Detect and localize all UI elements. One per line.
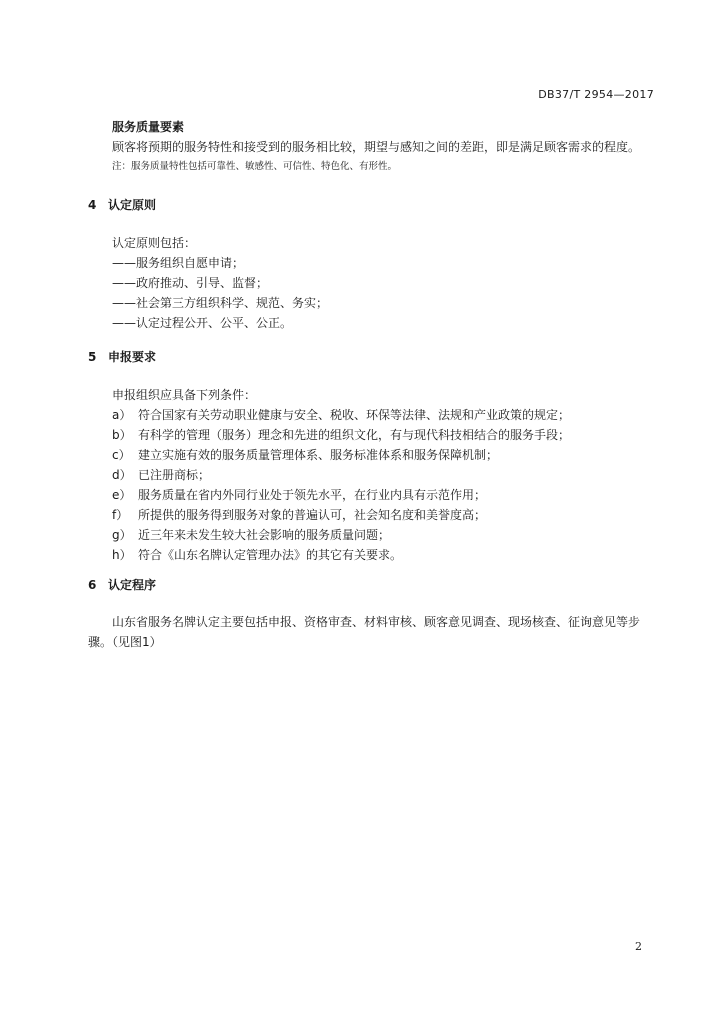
section-6-body: 山东省服务名牌认定主要包括申报、资格审查、材料审核、顾客意见调查、现场核查、征询意见等步骤。（见图1） — [88, 615, 641, 649]
section-5-heading — [88, 348, 156, 365]
section-title: 申报要求 — [108, 350, 157, 364]
item-text: 符合国家有关劳动职业健康与安全、税收、环保等法律、法规和产业政策的规定； — [138, 408, 571, 422]
item-text: 服务质量在省内外同行业处于领先水平，在行业内具有示范作用； — [138, 488, 487, 502]
item-text: 所提供的服务得到服务对象的普遍认可，社会知名度和美誉度高； — [138, 508, 487, 522]
list-item — [112, 406, 570, 423]
item-label: e） — [112, 488, 132, 502]
definition-text: 顾客将预期的服务特性和接受到的服务相比较，期望与感知之间的差距，即是满足顾客需求的程度。 — [112, 140, 641, 154]
item-text: 近三年来未发生较大社会影响的服务质量问题； — [138, 528, 391, 542]
section-number: 6 — [88, 578, 97, 592]
list-item: ——服务组织自愿申请； — [112, 256, 245, 270]
section-6-heading — [88, 576, 156, 593]
item-label: c） — [112, 448, 131, 462]
list-item — [112, 446, 498, 463]
list-item: ——政府推动、引导、监督； — [112, 276, 269, 290]
item-text: 符合《山东名牌认定管理办法》的其它有关要求。 — [138, 548, 403, 562]
list-item — [112, 506, 486, 523]
section-title: 认定原则 — [108, 198, 157, 212]
list-item — [112, 526, 390, 543]
section-4-heading — [88, 196, 156, 213]
list-item: ——社会第三方组织科学、规范、务实； — [112, 296, 329, 310]
section-title: 认定程序 — [108, 578, 157, 592]
list-item — [112, 486, 486, 503]
definition-note: 注：服务质量特性包括可靠性、敏感性、可信性、特色化、有形性。 — [112, 161, 398, 172]
section-4-intro: 认定原则包括： — [112, 236, 197, 250]
list-item — [112, 426, 570, 443]
page-number: 2 — [635, 940, 642, 953]
item-text: 有科学的管理（服务）理念和先进的组织文化，有与现代科技相结合的服务手段； — [138, 428, 571, 442]
document-code: DB37/T 2954—2017 — [538, 88, 654, 101]
item-text: 建立实施有效的服务质量管理体系、服务标准体系和服务保障机制； — [138, 448, 499, 462]
list-item: ——认定过程公开、公平、公正。 — [112, 316, 293, 330]
item-label: b） — [112, 428, 132, 442]
item-label: a） — [112, 408, 132, 422]
list-item — [112, 546, 402, 563]
item-label: f） — [112, 508, 129, 522]
list-item — [112, 466, 210, 483]
item-label: g） — [112, 528, 132, 542]
section-number: 4 — [88, 198, 97, 212]
item-text: 已注册商标； — [138, 468, 211, 482]
section-number: 5 — [88, 350, 97, 364]
item-label: d） — [112, 468, 132, 482]
section-5-intro: 申报组织应具备下列条件： — [112, 388, 257, 402]
item-label: h） — [112, 548, 132, 562]
definition-term: 服务质量要素 — [112, 120, 185, 134]
